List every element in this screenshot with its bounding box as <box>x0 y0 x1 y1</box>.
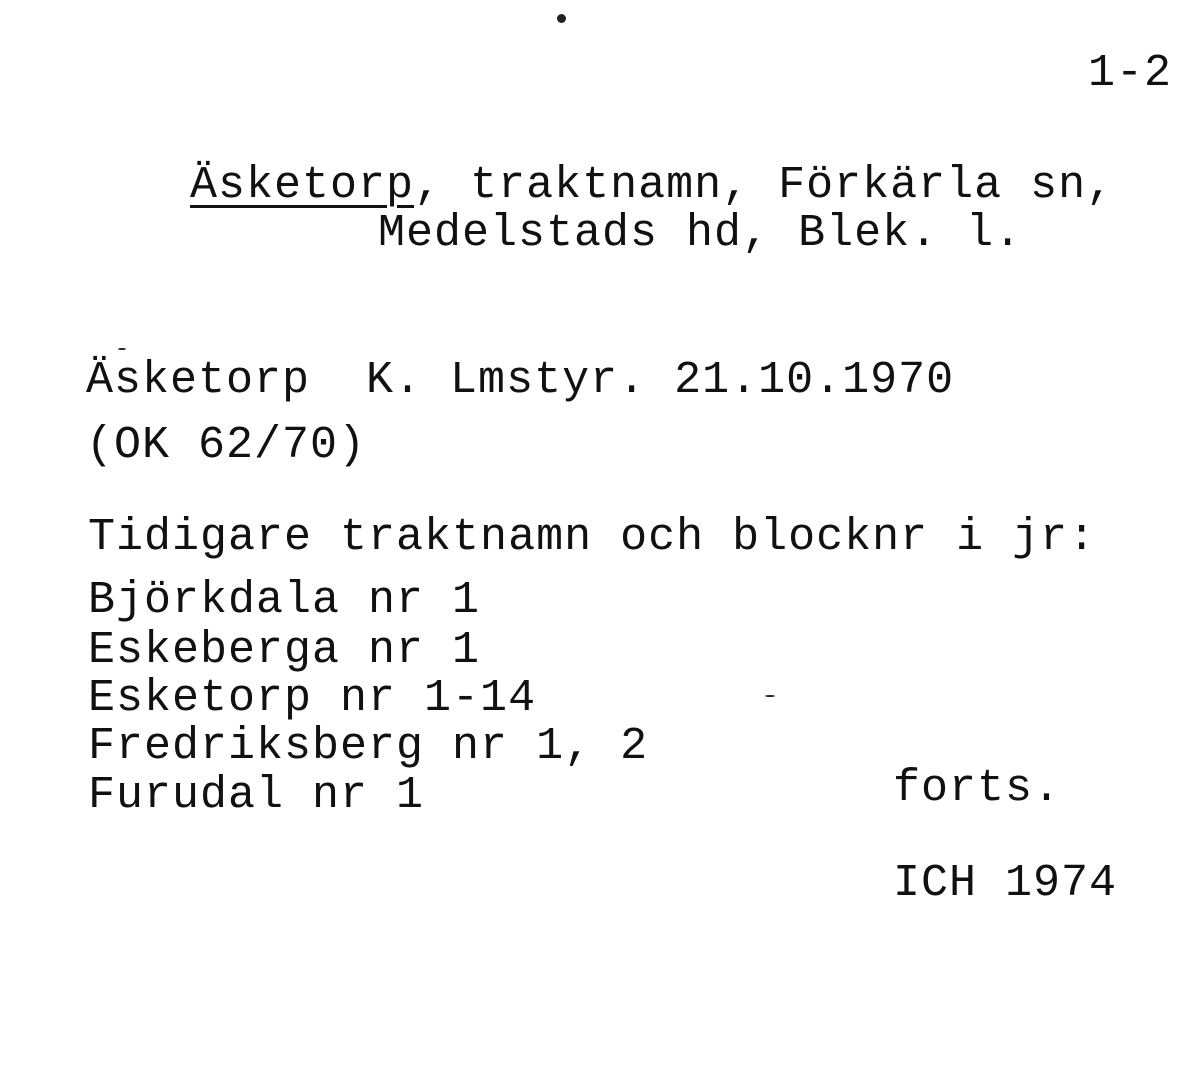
card-number: 1-2 <box>1088 48 1173 99</box>
earlier-name-item: Esketorp nr 1-14 <box>88 673 537 724</box>
earlier-name-item: Furudal nr 1 <box>88 770 425 821</box>
signature: ICH 1974 <box>893 858 1118 909</box>
scan-speck <box>557 14 566 23</box>
earlier-name-item: Björkdala nr 1 <box>88 575 481 626</box>
heading-line-2: Medelstads hd, Blek. l. <box>378 208 1023 259</box>
heading-description: , traktnamn, Förkärla sn, <box>414 160 1115 211</box>
place-name: Äsketorp <box>190 160 415 211</box>
scan-speck <box>765 695 775 697</box>
continued-note: forts. <box>893 763 1062 814</box>
map-reference: (OK 62/70) <box>86 420 367 471</box>
scan-speck <box>118 348 126 350</box>
earlier-names-title: Tidigare traktnamn och blocknr i jr: <box>88 512 1097 563</box>
earlier-name-item: Eskeberga nr 1 <box>88 625 481 676</box>
decision-line: Äsketorp K. Lmstyr. 21.10.1970 <box>86 355 955 406</box>
earlier-name-item: Fredriksberg nr 1, 2 <box>88 721 649 772</box>
